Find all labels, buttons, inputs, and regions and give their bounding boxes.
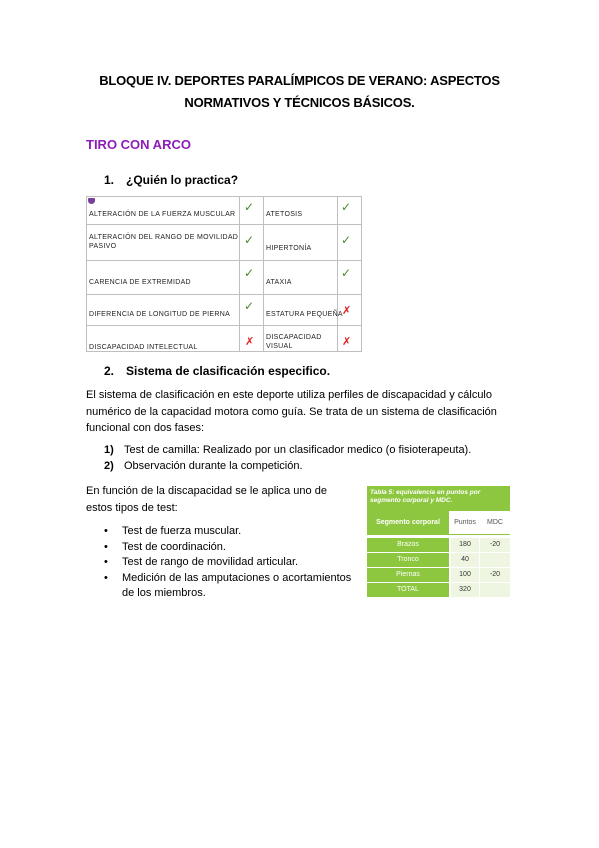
question-2-number: 2. <box>104 364 115 378</box>
right-label: ATETOSIS <box>266 211 303 218</box>
list-text: Observación durante la competición. <box>124 460 303 472</box>
title-line-1: BLOQUE IV. DEPORTES PARALÍMPICOS DE VERANO: ASPECTOS <box>99 73 500 88</box>
title-line-2: NORMATIVOS Y TÉCNICOS BÁSICOS. <box>184 95 415 110</box>
check-icon: ✓ <box>341 200 352 214</box>
list-text: Medición de las amputaciones o acortamientos de los miembros. <box>122 571 352 599</box>
left-label: ALTERACIÓN DE LA FUERZA MUSCULAR <box>89 211 236 218</box>
check-icon: ✓ <box>244 266 255 280</box>
right-label: DISCAPACIDAD VISUAL <box>266 334 322 350</box>
list-number: 1) <box>104 444 114 456</box>
table-row <box>87 325 361 353</box>
table-row <box>87 294 361 325</box>
table-row <box>87 260 361 294</box>
table-row <box>367 583 510 597</box>
list-text: Test de coordinación. <box>122 540 226 553</box>
right-label: ESTATURA PEQUEÑA <box>266 311 343 318</box>
eligibility-table <box>86 196 362 352</box>
cross-icon: ✗ <box>342 336 352 348</box>
table-row <box>367 553 510 567</box>
table-cell: -20 <box>480 538 510 552</box>
question-2-text: Sistema de clasificación especifico. <box>126 364 331 378</box>
right-label: ATAXIA <box>266 279 292 286</box>
header-cell: Segmento corporal <box>367 511 449 534</box>
bullet-icon: • <box>104 540 108 553</box>
table-row <box>87 197 361 224</box>
question-1-heading <box>104 173 238 187</box>
question-2-heading <box>104 364 330 378</box>
cross-icon: ✗ <box>342 305 352 317</box>
check-icon: ✓ <box>341 233 352 247</box>
section-heading: TIRO CON ARCO <box>86 137 191 152</box>
mdc-table <box>367 486 510 599</box>
table-cell: 320 <box>451 583 479 597</box>
left-label: CARENCIA DE EXTREMIDAD <box>89 279 191 286</box>
table-cell: 40 <box>451 553 479 567</box>
table-header-row <box>367 511 510 535</box>
classification-paragraph: El sistema de clasificación en este deporte utiliza perfiles de discapacidad y cálculo numérico de la capacidad motora como guía. Se trata de un sistema de clasificación funcional con dos fases: <box>86 389 497 434</box>
left-label: DISCAPACIDAD INTELECTUAL <box>89 344 198 351</box>
table-cell: -20 <box>480 568 510 582</box>
right-label: HIPERTONÍA <box>266 245 312 252</box>
header-cell: MDC <box>487 519 503 526</box>
list-text: Test de rango de movilidad articular. <box>122 556 299 568</box>
question-1-number: 1. <box>104 173 115 187</box>
list-item <box>104 458 504 474</box>
table-cell: Tronco <box>367 553 449 567</box>
table-caption: Tabla 5: equivalencia en puntos por segmento corporal y MDC. <box>367 486 510 511</box>
cross-icon: ✗ <box>245 336 255 348</box>
table-row <box>87 224 361 260</box>
table-cell: 100 <box>451 568 479 582</box>
table-row <box>367 568 510 582</box>
left-label: ALTERACIÓN DEL RANGO DE MOVILIDAD PASIVO <box>89 234 239 250</box>
check-icon: ✓ <box>341 266 352 280</box>
left-label: DIFERENCIA DE LONGITUD DE PIERNA <box>89 311 231 318</box>
header-cell: Puntos <box>454 519 476 526</box>
table-cell: Piernas <box>367 568 449 582</box>
table-row <box>367 538 510 552</box>
list-item <box>104 571 364 602</box>
check-icon: ✓ <box>244 299 255 313</box>
table-cell <box>480 553 510 567</box>
table-cell: 180 <box>451 538 479 552</box>
list-item <box>104 540 364 556</box>
bullet-icon: • <box>104 571 108 584</box>
tests-intro-paragraph: En función de la discapacidad se le aplica uno de estos tipos de test: <box>86 485 327 514</box>
list-item <box>104 442 504 458</box>
question-1-text: ¿Quién lo practica? <box>126 173 239 187</box>
phases-list <box>104 442 504 474</box>
table-cell: Brazos <box>367 538 449 552</box>
page-title <box>60 70 539 114</box>
check-icon: ✓ <box>244 233 255 247</box>
list-item <box>104 524 364 540</box>
table-cell <box>480 583 510 597</box>
list-number: 2) <box>104 460 114 472</box>
list-text: Test de camilla: Realizado por un clasificador medico (o fisioterapeuta). <box>124 444 472 456</box>
tests-list <box>104 524 364 602</box>
bullet-icon: • <box>104 556 108 568</box>
list-text: Test de fuerza muscular. <box>122 525 242 537</box>
bullet-icon: • <box>104 525 108 537</box>
list-item <box>104 555 364 571</box>
table-cell: TOTAL <box>367 583 449 597</box>
check-icon: ✓ <box>244 200 255 214</box>
